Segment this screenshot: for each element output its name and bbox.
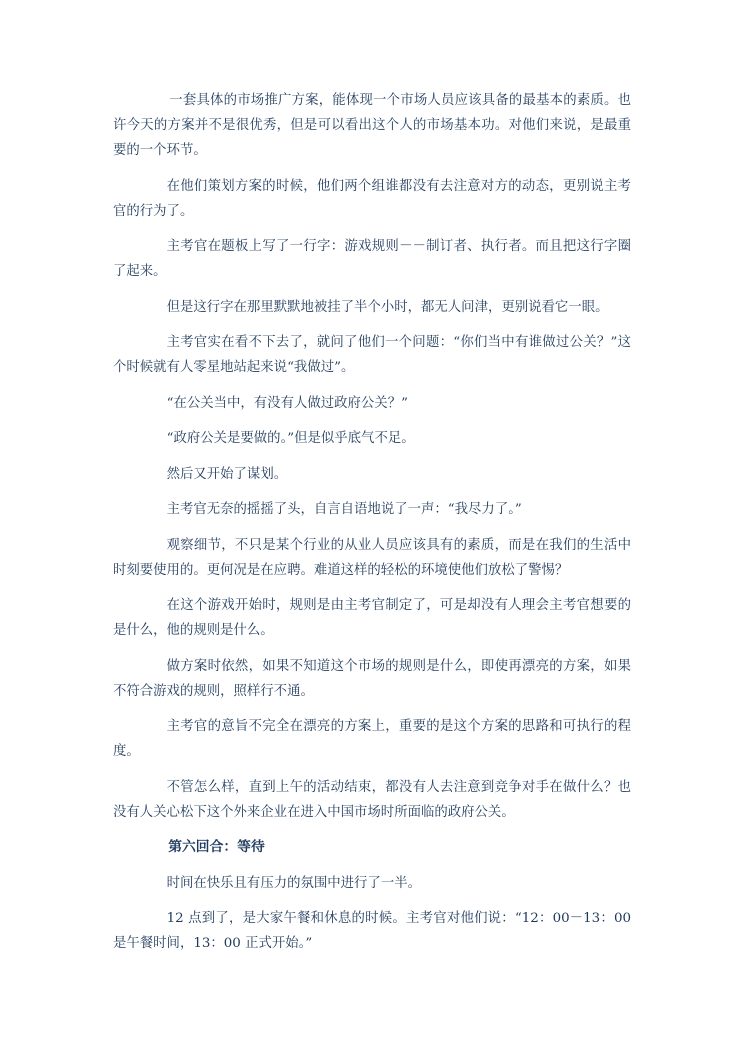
paragraph: “在公关当中，有没有人做过政府公关？” <box>166 395 408 411</box>
section-heading: 第六回合：等待 <box>168 839 265 855</box>
paragraph: 然后又开始了谋划。 <box>166 466 288 482</box>
paragraph: 12 点到了，是大家午餐和休息的时候。主考官对他们说：“12：00－13：00 是午餐时间，13：00 正式开始。” <box>113 911 631 951</box>
paragraph: 在这个游戏开始时，规则是由主考官制定了，可是却没有人理会主考官想要的是什么，他的规则是什么。 <box>113 598 631 638</box>
paragraph: 做方案时依然，如果不知道这个市场的规则是什么，即使再漂亮的方案，如果不符合游戏的规则，照样行不通。 <box>113 658 631 699</box>
paragraph: 主考官实在看不下去了，就问了他们一个问题：“你们当中有谁做过公关？”这个时候就有人零星地站起来说“我做过”。 <box>113 335 631 375</box>
paragraph: 在他们策划方案的时候，他们两个组谁都没有去注意对方的动态，更别说主考官的行为了。 <box>113 178 631 219</box>
paragraph: 不管怎么样，直到上午的活动结束，都没有人去注意到竞争对手在做什么？也没有人关心松下这个外来企业在进入中国市场时所面临的政府公关。 <box>113 779 631 820</box>
paragraph: 时间在快乐且有压力的氛围中进行了一半。 <box>166 875 422 891</box>
paragraph: “政府公关是要做的。”但是似乎底气不足。 <box>166 431 415 446</box>
paragraph: 一套具体的市场推广方案，能体现一个市场人员应该具备的最基本的素质。也许今天的方案并不是很优秀，但是可以看出这个人的市场基本功。对他们来说，是最重要的一个环节。 <box>113 93 631 158</box>
paragraph: 主考官的意旨不完全在漂亮的方案上，重要的是这个方案的思路和可执行的程度。 <box>113 719 631 759</box>
paragraph: 但是这行字在那里默默地被挂了半个小时，都无人问津，更别说看它一眼。 <box>166 299 609 315</box>
paragraph: 主考官无奈的摇摇了头，自言自语地说了一声：“我尽力了。” <box>166 502 522 517</box>
paragraph: 主考官在题板上写了一行字：游戏规则－－制订者、执行者。而且把这行字圈了起来。 <box>113 239 631 279</box>
paragraph: 观察细节，不只是某个行业的从业人员应该具有的素质，而是在我们的生活中时刻要使用的。更何况是在应聘。难道这样的轻松的环境使他们放松了警惕？ <box>113 537 631 578</box>
document-body <box>113 88 631 967</box>
